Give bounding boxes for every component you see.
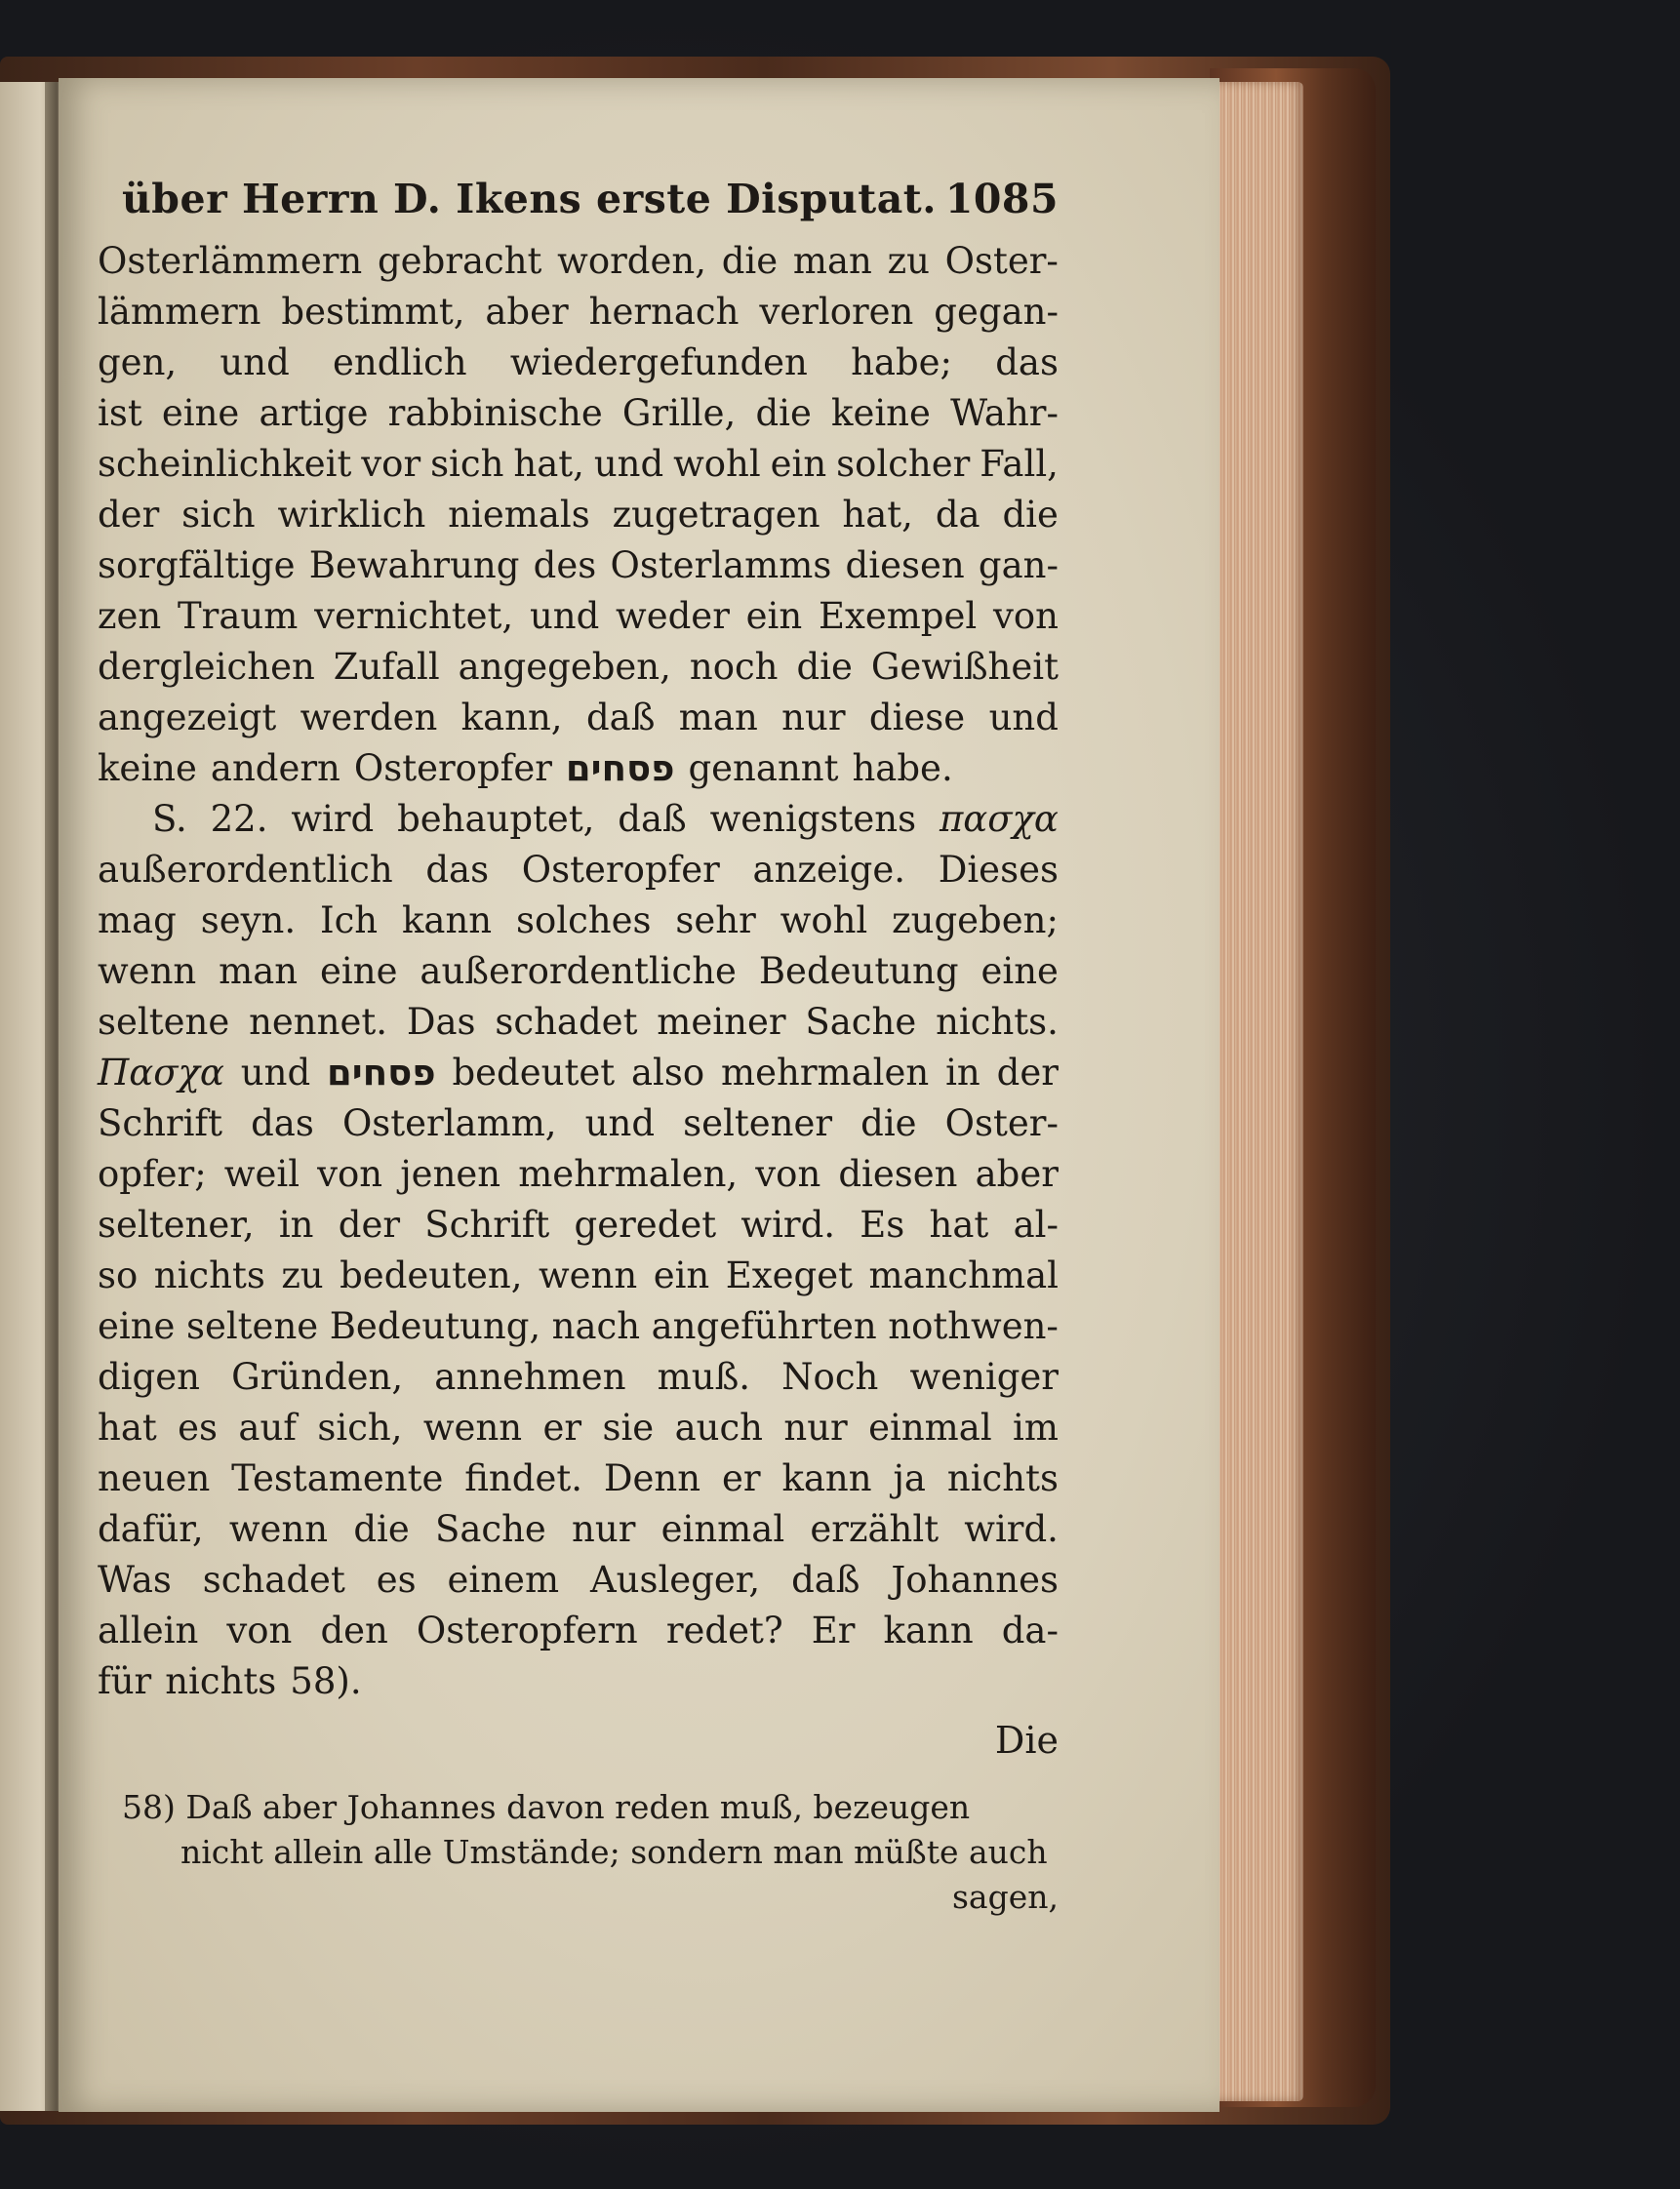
text-line: sorgfältige Bewahrung des Osterlamms diesen gan- (98, 544, 1059, 586)
text-line: keine andern Osteropfer פסחים genannt habe. (98, 747, 953, 789)
page-number: 1085 (944, 176, 1059, 222)
text-line: Osterlämmern gebracht worden, die man zu Oster- (98, 240, 1059, 282)
text-line: allein von den Osteropfern redet? Er kann da- (98, 1610, 1059, 1652)
footnote-line: sagen, (951, 1878, 1059, 1916)
text-line: zen Traum vernichtet, und weder ein Exempel von (98, 595, 1059, 637)
text-line: wenn man eine außerordentliche Bedeutung eine (98, 950, 1059, 992)
text-line: Πασχα und פסחים bedeutet also mehrmalen in der (98, 1052, 1059, 1094)
text-line: lämmern bestimmt, aber hernach verloren gegan- (98, 291, 1059, 333)
text-line: ist eine artige rabbinische Grille, die keine Wahr- (98, 392, 1059, 434)
text-line: eine seltene Bedeutung, nach angeführten nothwen- (98, 1305, 1059, 1347)
book-page (59, 78, 1220, 2112)
body-text (98, 236, 1059, 1707)
running-head (98, 176, 1059, 230)
text-line: neuen Testamente findet. Denn er kann ja nichts (98, 1457, 1059, 1499)
footnote-line: nicht allein alle Umstände; sondern man müßte auch (180, 1833, 1048, 1871)
text-line: hat es auf sich, wenn er sie auch nur einmal im (98, 1407, 1059, 1449)
text-line: Was schadet es einem Ausleger, daß Johannes (98, 1559, 1059, 1601)
text-line: der sich wirklich niemals zugetragen hat, da die (98, 494, 1059, 536)
text-line: außerordentlich das Osteropfer anzeige. Dieses (98, 849, 1059, 891)
footnote (98, 1785, 1059, 1920)
catchword: Die (994, 1719, 1059, 1762)
page-text (98, 176, 1059, 1920)
text-line: opfer; weil von jenen mehrmalen, von diesen aber (98, 1153, 1059, 1195)
text-line: so nichts zu bedeuten, wenn ein Exeget manchmal (98, 1254, 1059, 1296)
text-line: für nichts 58). (98, 1660, 362, 1702)
text-line: mag seyn. Ich kann solches sehr wohl zugeben; (98, 899, 1059, 941)
text-line: dafür, wenn die Sache nur einmal erzählt wird. (98, 1508, 1059, 1550)
text-line: digen Gründen, annehmen muß. Noch weniger (98, 1356, 1059, 1398)
footnote-line: 58) Daß aber Johannes davon reden muß, bezeugen (122, 1788, 971, 1826)
text-line: dergleichen Zufall angegeben, noch die Gewißheit (98, 646, 1059, 688)
running-head-title: über Herrn D. Ikens erste Disputat. (122, 176, 937, 222)
text-line: scheinlichkeit vor sich hat, und wohl ein solcher Fall, (98, 443, 1059, 485)
text-line: S. 22. wird behauptet, daß wenigstens πασχα (152, 798, 1059, 840)
text-line: angezeigt werden kann, daß man nur diese und (98, 696, 1059, 738)
text-line: Schrift das Osterlamm, und seltener die Oster- (98, 1102, 1059, 1144)
text-line: seltener, in der Schrift geredet wird. Es hat al- (98, 1204, 1059, 1246)
page-edges (1208, 82, 1303, 2101)
text-line: gen, und endlich wiedergefunden habe; das (98, 341, 1059, 383)
text-line: seltene nennet. Das schadet meiner Sache nichts. (98, 1001, 1059, 1043)
